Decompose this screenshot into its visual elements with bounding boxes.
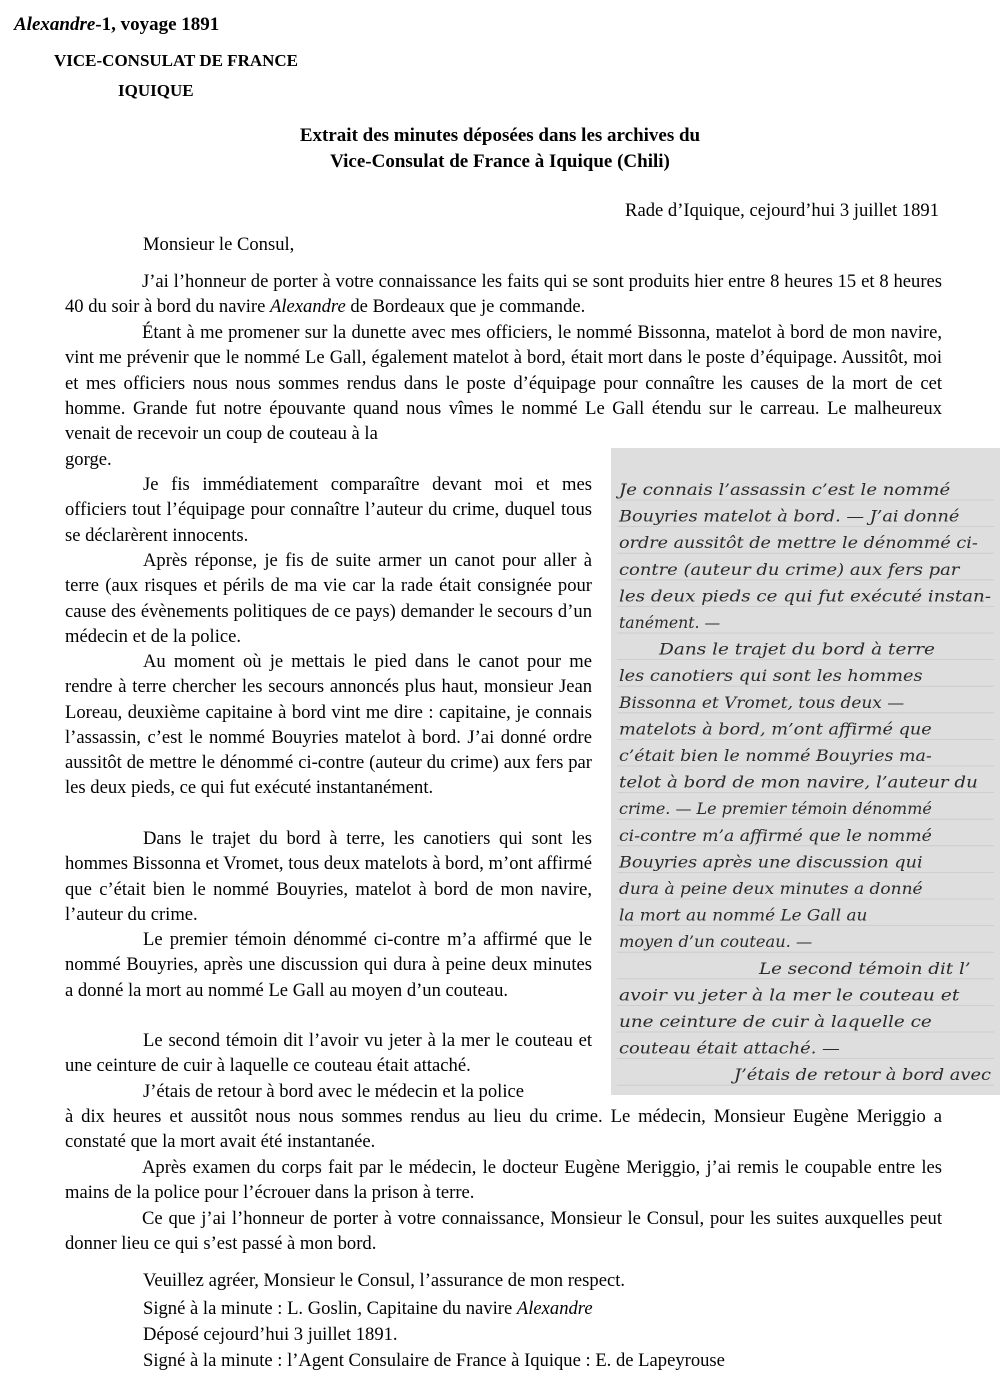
manuscript-line: matelots à bord, m’ont affirmé que <box>619 720 932 739</box>
manuscript-line: les deux pieds ce qui fut exécuté instan- <box>619 587 991 606</box>
manuscript-line: une ceinture de cuir à laquelle ce <box>619 1013 932 1031</box>
manuscript-line: crime. — Le premier témoin dénommé <box>619 800 932 819</box>
manuscript-line: c’était bien le nommé Bouyries ma- <box>619 747 932 765</box>
paragraph-1 <box>65 269 942 320</box>
salutation: Monsieur le Consul, <box>143 234 295 255</box>
heading-country: (Chili) <box>612 151 670 172</box>
paragraph-4: Après réponse, je fis de suite armer un canot pour aller à terre (aux risques et périls de ma vie car la rade était consignée pour cause des évènements politiques de ce pays) demander le secours d’un médecin et de la police. <box>65 550 592 647</box>
manuscript-line: contre (auteur du crime) aux fers par <box>619 560 962 579</box>
manuscript-line: avoir vu jeter à la mer le couteau et <box>619 986 961 1005</box>
manuscript-line: la mort au nommé Le Gall au <box>619 906 868 925</box>
manuscript-line: les canotiers qui sont les hommes <box>619 667 923 686</box>
manuscript-line: Le second témoin dit l’ <box>757 959 971 978</box>
paragraph-8: Le second témoin dit l’avoir vu jeter à la mer le couteau et une ceinture de cuir à laquelle ce couteau était attaché. <box>65 1030 592 1077</box>
manuscript-line: Bouyries matelot à bord. — J’ai donné <box>617 507 960 526</box>
paragraph-9-rest: à dix heures et aussitôt nous nous sommes rendus au lieu du crime. Le médecin, Monsieur Eugène Meriggio a constaté que la mort avait été instantanée. <box>65 1106 942 1153</box>
manuscript-image <box>611 448 1000 1095</box>
paragraph-2-end: gorge. <box>65 449 112 470</box>
paragraph-9-start: J’étais de retour à bord avec le médecin et la police <box>143 1081 524 1102</box>
deposit-date: Déposé cejourd’hui 3 juillet 1891. <box>143 1324 398 1345</box>
manuscript-line: Bissonna et Vromet, tous deux — <box>617 693 905 712</box>
signature-captain <box>143 1296 593 1321</box>
signature-consular-agent: Signé à la minute : l’Agent Consulaire de France à Iquique : E. de Lapeyrouse <box>143 1350 725 1371</box>
manuscript-line: telot à bord de mon navire, l’auteur du <box>619 773 978 792</box>
paragraph-1-end: de Bordeaux que je commande. <box>345 296 586 318</box>
manuscript-line: J’étais de retour à bord avec <box>730 1066 992 1085</box>
paragraph-6: Dans le trajet du bord à terre, les canotiers qui sont les hommes Bissonna et Vromet, tous deux matelots à bord, m’ont affirmé que c’était bien le nommé Bouyries, matelot à bord de mon navire, l’auteur du crime. <box>65 828 592 925</box>
manuscript-line: couteau était attaché. — <box>619 1039 840 1058</box>
signature-ship-name: Alexandre <box>516 1298 593 1319</box>
paragraph-5: Au moment où je mettais le pied dans le canot pour me rendre à terre chercher les secours annoncés plus haut, monsieur Jean Loreau, deuxième capitaine à bord vint me dire : capitaine, je connais l’assassin, c’est le nommé Bouyries matelot à bord. J’ai donné ordre aussitôt de mettre le dénommé ci-contre (auteur du crime) aux fers par les deux pieds, ce qui fut exécuté instantanément. <box>65 651 592 799</box>
paragraph-3: Je fis immédiatement comparaître devant moi et mes officiers tout l’équipage pour connaître l’auteur du crime, duquel tous se déclarèrent innocents. <box>65 474 592 546</box>
paragraph-7: Le premier témoin dénommé ci-contre m’a affirmé que le nommé Bouyries, après une discussion qui dura à peine deux minutes a donné la mort au nommé Le Gall au moyen d’un couteau. <box>65 929 592 1001</box>
paragraph-11: Ce que j’ai l’honneur de porter à votre connaissance, Monsieur le Consul, pour les suites auxquelles peut donner lieu ce qui s’est passé à mon bord. <box>65 1208 942 1255</box>
manuscript-line: Dans le trajet du bord à terre <box>657 640 935 659</box>
ship-name: Alexandre <box>14 14 96 35</box>
manuscript-line: ordre aussitôt de mettre le dénommé ci- <box>619 534 978 553</box>
document-heading-line2 <box>150 149 850 175</box>
manuscript-line: moyen d’un couteau. — <box>619 933 813 952</box>
paragraph-1-text: J’ai l’honneur de porter à votre connaissance les faits qui se sont produits hier entre 8 heures 15 et 8 heures 40 du soir à bord du navire <box>65 271 942 318</box>
paragraph-2: Étant à me promener sur la dunette avec mes officiers, le nommé Bissonna, matelot à bord de mon navire, vint me prévenir que le nommé Le Gall, également matelot à bord, était mort dans le poste d’équipage. Aussitôt, moi et mes officiers nous nous sommes rendus dans le poste d’équipage pour connaître les causes de la mort de cet homme. Grande fut notre épouvante quand nous vîmes le nommé Le Gall étendu sur le carreau. Le malheureux venait de recevoir un coup de couteau à la <box>65 322 942 445</box>
signature-captain-text: Signé à la minute : L. Goslin, Capitaine du navire <box>143 1298 517 1319</box>
office-city: IQUIQUE <box>118 81 194 100</box>
document-heading-line1: Extrait des minutes déposées dans les archives du <box>299 125 701 146</box>
manuscript-line: Bouyries après une discussion qui <box>617 853 923 872</box>
dateline: Rade d’Iquique, cejourd’hui 3 juillet 1891 <box>625 200 939 221</box>
ship-title-suffix: -1, voyage 1891 <box>95 14 220 35</box>
paragraph-10: Après examen du corps fait par le médecin, le docteur Eugène Meriggio, j’ai remis le coupable entre les mains de la police pour l’écrouer dans la prison à terre. <box>65 1157 942 1204</box>
closing-formula: Veuillez agréer, Monsieur le Consul, l’assurance de mon respect. <box>143 1270 626 1291</box>
document-ship-title <box>14 12 219 37</box>
manuscript-line: tanément. — <box>619 614 721 632</box>
manuscript-line: ci-contre m’a affirmé que le nommé <box>619 826 932 845</box>
heading-office: Vice-Consulat de France à Iquique <box>330 151 613 172</box>
office-name: VICE-CONSULAT DE FRANCE <box>54 51 299 70</box>
ship-name-inline: Alexandre <box>270 296 346 318</box>
manuscript-scan <box>611 448 1000 1095</box>
manuscript-line: Je connais l’assassin c’est le nommé <box>615 481 951 499</box>
manuscript-line: dura à peine deux minutes a donné <box>619 880 923 898</box>
